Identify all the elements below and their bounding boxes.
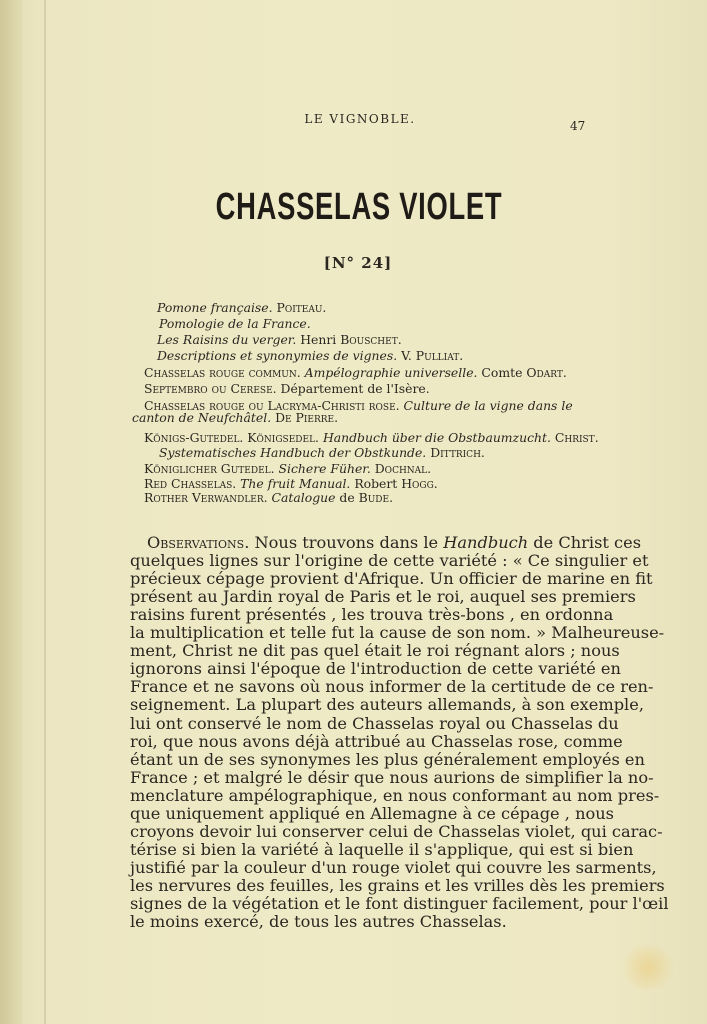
page-edge — [0, 0, 22, 1024]
text-line — [130, 713, 619, 734]
synonym-entry — [144, 381, 430, 396]
text-segment: Königs-Gutedel. Königsedel. — [144, 430, 319, 445]
text-segment: De Pierre. — [271, 410, 339, 425]
synonym-entry — [144, 430, 599, 445]
text-segment: de — [335, 490, 359, 505]
text-line — [130, 587, 636, 607]
text-segment: Dittrich. — [426, 445, 485, 460]
text-line — [130, 857, 657, 878]
text-segment: Dochnal. — [370, 461, 432, 476]
text-segment: ignorons ainsi l'époque de l'introduction de cette variété en — [130, 659, 621, 679]
page-number: 47 — [570, 119, 586, 133]
text-segment: térise si bien la variété à laquelle il s'applique, qui est si bien — [130, 839, 634, 859]
text-segment: Culture de la vigne dans le — [399, 398, 573, 413]
text-line — [130, 731, 623, 752]
page-fold — [44, 0, 46, 1024]
text-segment: Catalogue — [267, 490, 336, 505]
text-segment: menclature ampélographique, en nous conformant au nom pres- — [130, 785, 660, 805]
text-segment: quelques lignes sur l'origine de cette variété : « Ce singulier et — [130, 551, 649, 571]
text-segment: Pomologie de la France. — [159, 316, 311, 331]
variety-number: [N° 24] — [323, 254, 393, 272]
text-segment: Pulliat. — [415, 348, 464, 363]
synonym-entry — [159, 316, 311, 331]
running-title: LE VIGNOBLE. — [304, 112, 416, 126]
text-segment: le moins exercé, de tous les autres Chasselas. — [130, 912, 507, 932]
text-segment: Pomone française. — [157, 300, 273, 315]
text-segment: Hogg. — [401, 476, 438, 491]
text-segment: étant un de ses synonymes les plus généralement employés en — [130, 749, 645, 769]
text-segment: raisins furent présentés , les trouva très-bons , en ordonna — [130, 605, 614, 625]
paper-stain — [618, 945, 678, 990]
synonym-entry — [144, 476, 438, 491]
text-segment: Handbuch — [443, 533, 529, 552]
text-line — [130, 623, 665, 643]
synonym-entry — [159, 445, 485, 460]
text-segment: précieux cépage provient d'Afrique. Un officier de marine en fit — [130, 569, 653, 589]
synonym-entry — [157, 348, 463, 363]
text-segment: Rother Verwandler. — [144, 490, 268, 505]
synonym-entry — [144, 461, 431, 476]
text-segment: roi, que nous avons déjà attribué au Chasselas rose, comme — [130, 731, 623, 751]
text-line — [130, 605, 614, 625]
text-segment: Nous trouvons dans le — [249, 533, 444, 552]
text-segment: Observations. — [147, 533, 250, 552]
text-segment: Odart. — [526, 365, 567, 380]
text-line — [130, 677, 654, 697]
text-segment: Red Chasselas. — [144, 476, 237, 491]
text-segment: Bude. — [358, 490, 394, 505]
text-segment: Handbuch über die Obstbaumzucht. — [319, 430, 551, 445]
text-line — [130, 767, 654, 788]
text-segment: Les Raisins du verger. — [157, 332, 297, 347]
synonym-entry — [144, 365, 567, 380]
text-line — [130, 821, 663, 842]
text-segment: Septembro ou Cerese. — [144, 381, 277, 396]
text-segment: canton de Neufchâtel. — [132, 410, 272, 425]
synonym-entry — [132, 410, 338, 425]
text-segment: lui ont conservé le nom de Chasselas royal ou Chasselas du — [130, 713, 619, 733]
text-line — [147, 533, 641, 553]
text-segment: seignement. La plupart des auteurs allemands, à son exemple, — [130, 695, 644, 715]
text-segment: Sichere Füher. — [274, 461, 371, 476]
text-line — [130, 785, 660, 806]
synonym-entry — [157, 300, 326, 315]
synonym-entry — [157, 332, 402, 347]
text-segment: Département de l'Isère. — [276, 381, 430, 396]
text-segment: Systematisches Handbuch der Obstkunde. — [159, 445, 427, 460]
text-line — [130, 749, 645, 770]
text-segment: de Christ ces — [528, 533, 641, 552]
text-segment: Henri — [296, 332, 341, 347]
synonym-entry — [144, 490, 393, 505]
text-line — [130, 894, 669, 914]
text-line — [130, 659, 621, 679]
text-segment: Robert — [350, 476, 402, 491]
text-line — [130, 803, 614, 824]
text-line — [130, 551, 649, 571]
text-segment: The fruit Manual. — [236, 476, 351, 491]
text-line — [130, 695, 644, 715]
text-segment: Poiteau. — [272, 300, 327, 315]
text-segment: ment, Christ ne dit pas quel était le roi régnant alors ; nous — [130, 641, 620, 661]
text-segment: signes de la végétation et le font distinguer facilement, pour l'œil — [130, 894, 669, 913]
text-segment: Comte — [477, 365, 527, 380]
text-segment: Christ. — [550, 430, 599, 445]
text-segment: France ; et malgré le désir que nous aurions de simplifier la no- — [130, 767, 654, 787]
text-segment: Bouschet. — [340, 332, 402, 347]
text-segment: Descriptions et synonymies de vignes. — [157, 348, 398, 363]
text-segment: croyons devoir lui conserver celui de Chasselas violet, qui carac- — [130, 821, 663, 841]
text-segment: les nervures des feuilles, les grains et les vrilles dès les premiers — [130, 875, 665, 895]
text-segment: Königlicher Gutedel. — [144, 461, 275, 476]
text-segment: la multiplication et telle fut la cause de son nom. » Malheureuse- — [130, 623, 665, 643]
text-segment: V. — [397, 348, 416, 363]
text-segment: présent au Jardin royal de Paris et le roi, auquel ses premiers — [130, 587, 636, 607]
text-line — [130, 641, 620, 661]
page-title: CHASSELAS VIOLET — [215, 186, 503, 228]
text-line — [130, 912, 585, 932]
text-segment: Ampélographie universelle. — [300, 365, 478, 380]
text-segment: que uniquement appliqué en Allemagne à ce cépage , nous — [130, 803, 614, 823]
text-line — [130, 839, 634, 860]
text-line — [130, 875, 665, 896]
text-segment: justifié par la couleur d'un rouge violet qui couvre les sarments, — [130, 857, 657, 877]
text-segment: France et ne savons où nous informer de la certitude de ce ren- — [130, 677, 654, 697]
text-segment: Chasselas rouge commun. — [144, 365, 301, 380]
text-line — [130, 569, 653, 589]
text-segment: Chasselas rouge ou Lacryma-Christi rose. — [144, 398, 400, 413]
